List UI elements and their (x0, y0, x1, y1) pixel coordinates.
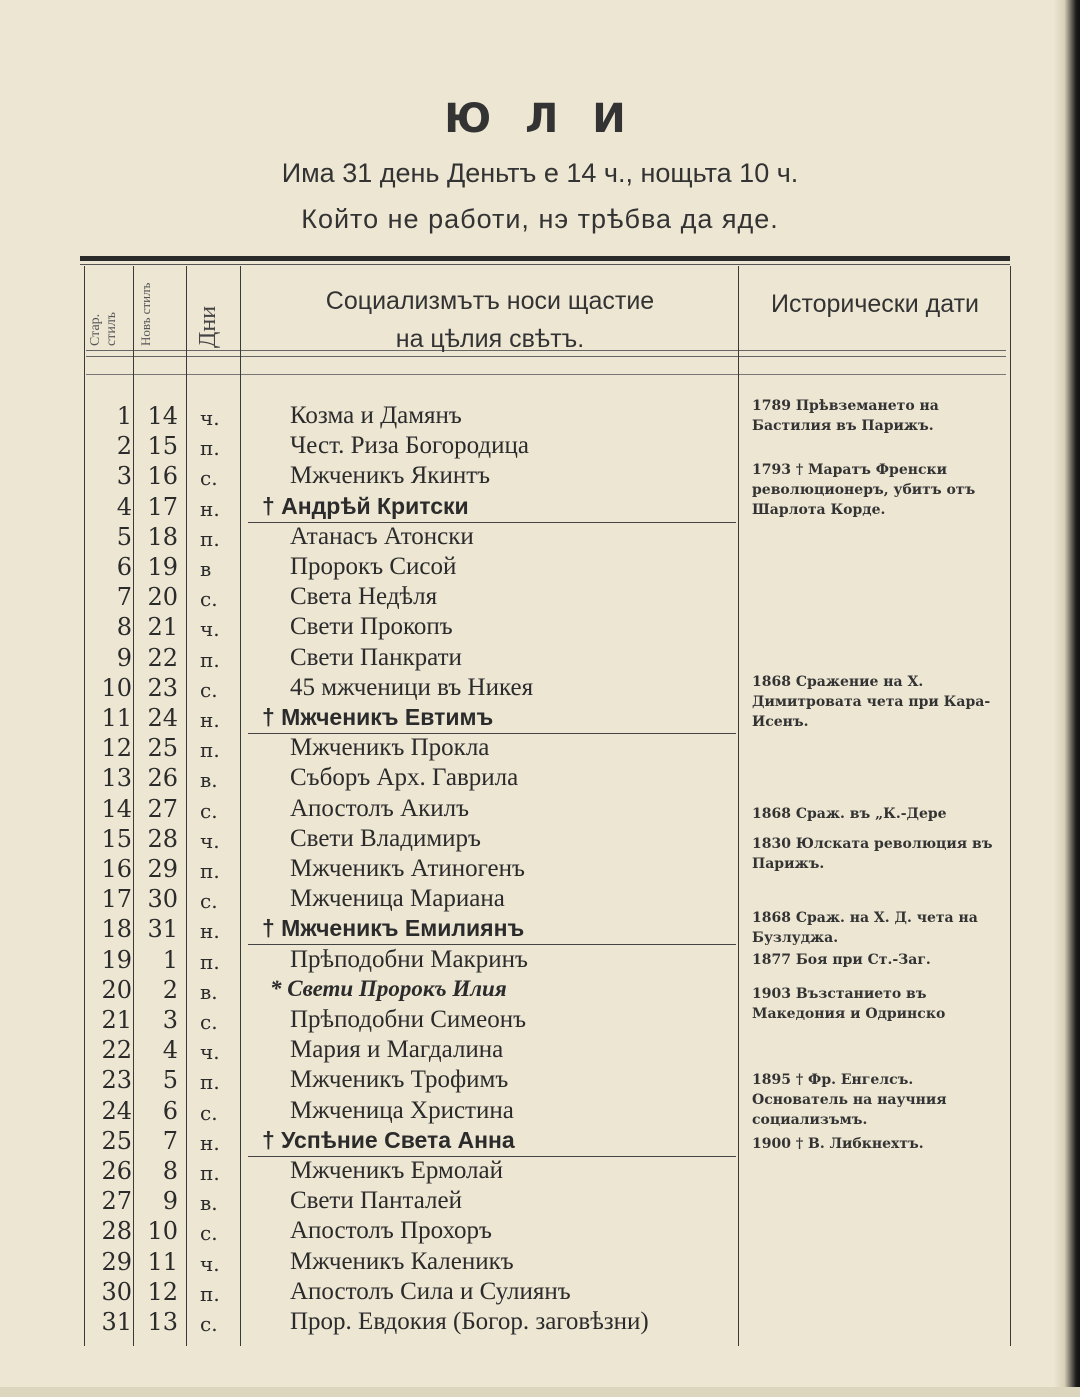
new-style-date: 10 (147, 1217, 178, 1246)
saint-name: Мжченикъ Трофимъ (290, 1066, 509, 1094)
saint-name: † Мжченикъ Емилиянъ (262, 915, 525, 942)
new-style-date: 13 (147, 1308, 178, 1336)
old-style-date: 30 (101, 1277, 132, 1306)
old-style-date: 24 (101, 1096, 132, 1125)
weekday: ч. (200, 1040, 220, 1065)
new-style-date: 4 (162, 1036, 178, 1065)
header-old-style: Стар. стилъ (88, 311, 119, 346)
history-entry: 1868 Сраж. въ „К.-Дере (752, 806, 947, 822)
old-style-date: 4 (116, 492, 132, 521)
weekday: н. (200, 1130, 220, 1155)
top-rule (80, 256, 1010, 261)
saint-name: Мария и Магдалина (290, 1036, 504, 1064)
old-style-date: 19 (101, 945, 132, 974)
weekday: п. (200, 1070, 220, 1095)
table-row (0, 1248, 740, 1278)
table-row (0, 432, 740, 462)
old-style-date: 14 (101, 794, 132, 823)
history-entry: 1895 † Фр. Енгелсъ. Основатель на научния социализъмъ. (752, 1072, 947, 1128)
history-entry: 1868 Сраж. на Х. Д. чета на Бузлуджа. (752, 910, 978, 946)
new-style-date: 22 (147, 643, 178, 672)
saint-name: Мжченица Мариана (290, 885, 505, 913)
new-style-date: 5 (162, 1066, 178, 1095)
weekday: н. (200, 708, 220, 732)
header-rule-3 (86, 374, 1006, 375)
table-row (0, 795, 740, 825)
history-entry: 1903 Възстанието въ Македония и Одринско (752, 986, 946, 1022)
weekday: с. (200, 889, 218, 914)
header-days: Дни (195, 305, 221, 348)
table-row (0, 885, 740, 915)
new-style-date: 20 (147, 583, 178, 612)
old-style-date: 31 (101, 1308, 132, 1336)
table-row (0, 976, 740, 1006)
table-row (0, 1127, 740, 1157)
old-style-date: 22 (101, 1036, 132, 1065)
table-row (0, 1217, 740, 1247)
table-row (0, 1006, 740, 1036)
new-style-date: 15 (147, 432, 178, 461)
weekday: с. (200, 1221, 218, 1246)
saint-name: * Свети Пророкъ Илия (270, 975, 507, 1001)
header-main (270, 282, 710, 358)
new-style-date: 18 (147, 522, 178, 551)
new-style-date: 24 (147, 704, 178, 732)
saint-name: Мжченикъ Атиногенъ (290, 855, 525, 882)
weekday: с. (200, 466, 218, 491)
saint-name: Свети Прокопъ (290, 613, 453, 641)
weekday: ч. (200, 1251, 220, 1276)
new-style-date: 7 (162, 1126, 178, 1155)
new-style-date: 25 (147, 734, 178, 763)
saint-name: Мжченикъ Ермолай (290, 1157, 503, 1184)
saint-name: Прор. Евдокия (Богор. заговѣзни) (290, 1308, 649, 1335)
table-row (0, 493, 740, 523)
saint-name: Апостолъ Акилъ (290, 794, 470, 822)
table-row (0, 1066, 740, 1096)
weekday: п. (200, 1281, 220, 1306)
saint-name: Свети Владимиръ (290, 824, 481, 852)
table-row (0, 1187, 740, 1217)
old-style-date: 18 (101, 915, 132, 944)
weekday: п. (200, 859, 220, 883)
weekday: ч. (200, 828, 220, 853)
table-row (0, 402, 740, 432)
table-row (0, 644, 740, 674)
saint-name: Съборъ Арх. Гаврила (290, 764, 519, 792)
weekday: н. (200, 919, 220, 944)
history-entry: 1868 Сражение на Х. Димитровата чета при Кара-Исенъ. (752, 674, 991, 730)
table-row (0, 764, 740, 794)
new-style-date: 21 (147, 613, 178, 642)
header-main-line2: на цѣлия свѣтъ. (395, 325, 585, 353)
saint-name: Свети Панкрати (290, 643, 462, 671)
weekday: с. (200, 587, 218, 612)
weekday: н. (200, 496, 220, 521)
header-history: Исторически дати (770, 290, 980, 318)
saint-name: 45 мжченици въ Никея (290, 673, 534, 701)
old-style-date: 29 (101, 1247, 132, 1276)
history-entry: 1877 Боя при Ст.-Заг. (752, 952, 931, 968)
new-style-date: 29 (147, 855, 178, 883)
new-style-date: 8 (162, 1157, 178, 1185)
saint-name: Апостолъ Прохоръ (290, 1217, 492, 1245)
weekday: п. (200, 436, 220, 461)
old-style-date: 11 (101, 704, 132, 732)
old-style-date: 15 (101, 824, 132, 853)
new-style-date: 2 (162, 975, 178, 1004)
saint-name: Прѣподобни Макринъ (290, 945, 528, 973)
weekday: ч. (200, 617, 220, 642)
new-style-date: 30 (147, 885, 178, 914)
saint-name: Мжченикъ Прокла (290, 734, 490, 762)
old-style-date: 26 (101, 1157, 132, 1185)
history-entry: 1830 Юлската революция въ Парижъ. (752, 836, 993, 872)
new-style-date: 28 (147, 824, 178, 853)
old-style-date: 9 (116, 643, 132, 672)
saint-name: † Успѣние Света Анна (262, 1126, 515, 1153)
table-row (0, 1097, 740, 1127)
old-style-date: 12 (101, 734, 132, 763)
page-bottom-edge (0, 1387, 1080, 1397)
saint-name: Мжченикъ Каленикъ (290, 1247, 514, 1275)
table-row (0, 583, 740, 613)
old-style-date: 3 (116, 462, 132, 491)
saint-name: † Мжченикъ Евтимъ (262, 704, 494, 730)
old-style-date: 27 (101, 1187, 132, 1216)
header-new-style: Новъ стилъ (138, 282, 153, 346)
old-style-date: 21 (101, 1006, 132, 1034)
table-row (0, 915, 740, 945)
new-style-date: 9 (162, 1187, 178, 1216)
old-style-date: 2 (116, 432, 132, 461)
table-row (0, 1157, 740, 1187)
new-style-date: 14 (147, 402, 178, 430)
old-style-date: 1 (116, 402, 132, 430)
month-title: Ю Л И (444, 96, 636, 142)
weekday: с. (200, 1100, 218, 1125)
old-style-date: 16 (101, 855, 132, 883)
saint-name: Свети Панталей (290, 1187, 463, 1215)
table-row (0, 523, 740, 553)
saint-name: Чест. Риза Богородица (290, 432, 529, 460)
saint-name: Света Недѣля (290, 583, 438, 611)
history-entry: 1793 † Маратъ Френски революционеръ, убитъ отъ Шарлота Корде. (752, 462, 976, 518)
old-style-date: 7 (116, 583, 132, 612)
new-style-date: 11 (147, 1247, 178, 1276)
new-style-date: 17 (147, 492, 178, 521)
new-style-date: 26 (147, 764, 178, 793)
saint-name: Пророкъ Сисой (290, 553, 457, 580)
old-style-date: 28 (101, 1217, 132, 1246)
weekday: в. (200, 768, 218, 793)
history-entry: 1789 Прѣвземането на Бастилия въ Парижъ. (752, 398, 939, 434)
old-style-date: 5 (116, 522, 132, 551)
old-style-date: 23 (101, 1066, 132, 1095)
weekday: п. (200, 1161, 220, 1185)
saint-name: Атанасъ Атонски (290, 522, 474, 550)
table-row (0, 613, 740, 643)
motto: Който не работи, нэ трѣбва да яде. (301, 204, 779, 234)
table-row (0, 1036, 740, 1066)
top-rule-thin (80, 264, 1010, 265)
table-row (0, 462, 740, 492)
table-row (0, 553, 740, 583)
new-style-date: 12 (147, 1277, 178, 1306)
old-style-date: 17 (101, 885, 132, 914)
table-row (0, 825, 740, 855)
header-main-line1: Социализмътъ носи щастие (325, 287, 655, 315)
weekday: п. (200, 949, 220, 974)
saint-name: Мжченица Христина (290, 1096, 514, 1124)
weekday: с. (200, 1312, 218, 1336)
new-style-date: 6 (162, 1096, 178, 1125)
saint-name: Апостолъ Сила и Сулиянъ (290, 1277, 571, 1305)
new-style-date: 19 (147, 553, 178, 581)
weekday: п. (200, 738, 220, 763)
weekday: в (200, 557, 212, 581)
table-row (0, 674, 740, 704)
old-style-date: 25 (101, 1126, 132, 1155)
saint-name: † Андрѣй Критски (262, 492, 469, 519)
table-row (0, 1278, 740, 1308)
table-row (0, 1308, 740, 1338)
table-row (0, 946, 740, 976)
new-style-date: 3 (162, 1006, 178, 1034)
new-style-date: 16 (147, 462, 178, 491)
table-row (0, 734, 740, 764)
new-style-date: 31 (147, 915, 178, 944)
weekday: п. (200, 526, 220, 551)
table-row (0, 704, 740, 734)
weekday: ч. (200, 406, 220, 430)
weekday: с. (200, 798, 218, 823)
old-style-date: 6 (116, 553, 132, 581)
month-info: Има 31 день Деньтъ е 14 ч., нощьта 10 ч. (281, 158, 799, 188)
weekday: в. (200, 1191, 218, 1216)
old-style-date: 20 (101, 975, 132, 1004)
history-entry: 1900 † В. Либкнехтъ. (752, 1136, 924, 1152)
weekday: с. (200, 1010, 218, 1034)
old-style-date: 13 (101, 764, 132, 793)
saint-name: Мжченикъ Якинтъ (290, 462, 491, 490)
weekday: в. (200, 979, 218, 1004)
saint-name: Прѣподобни Симеонъ (290, 1006, 527, 1033)
old-style-date: 8 (116, 613, 132, 642)
old-style-date: 10 (101, 673, 132, 702)
weekday: с. (200, 677, 218, 702)
weekday: п. (200, 647, 220, 672)
saint-name: Козма и Дамянъ (290, 402, 462, 429)
table-row (0, 855, 740, 885)
new-style-date: 23 (147, 673, 178, 702)
new-style-date: 27 (147, 794, 178, 823)
new-style-date: 1 (162, 945, 178, 974)
